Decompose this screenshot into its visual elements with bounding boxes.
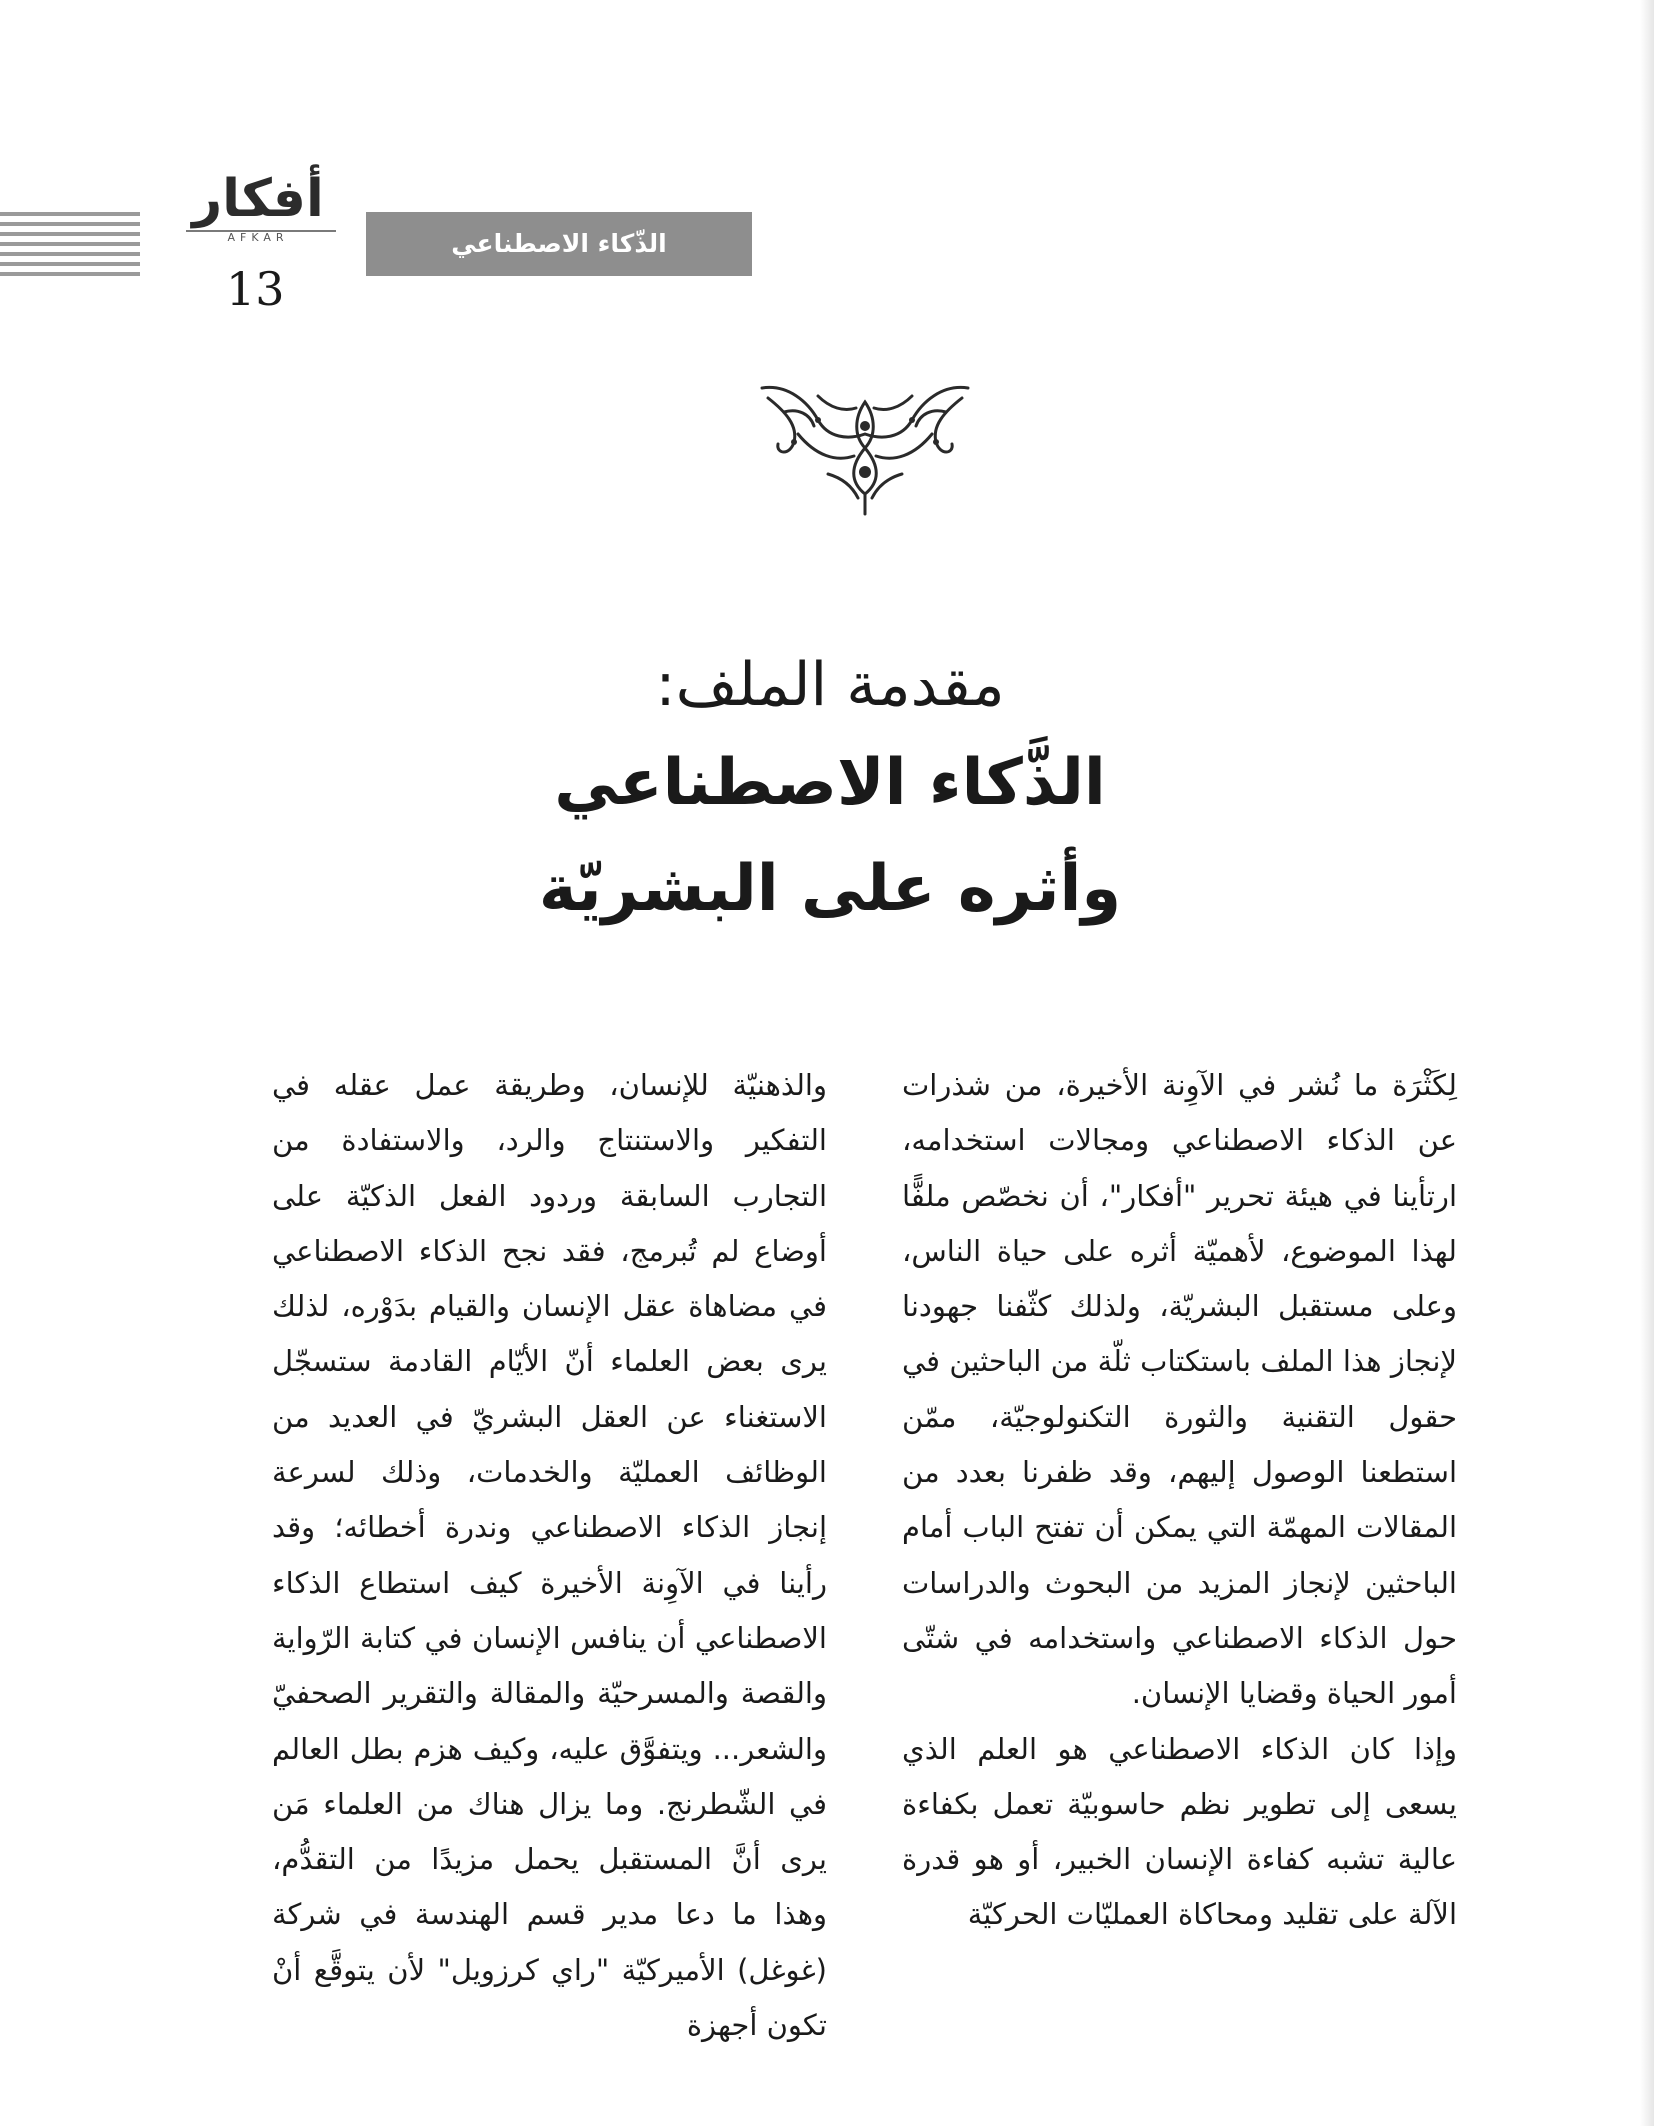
body-column-right xyxy=(902,1058,1457,1943)
paragraph: وإذا كان الذكاء الاصطناعي هو العلم الذي يسعى إلى تطوير نظم حاسوبيّة تعمل بكفاءة عالية تشبه كفاءة الإنسان الخبير، أو هو قدرة الآلة على تقليد ومحاكاة العمليّات الحركيّة xyxy=(902,1731,1457,1932)
paragraph: والذهنيّة للإنسان، وطريقة عمل عقله في التفكير والاستنتاج والرد، والاستفادة من التجارب السابقة وردود الفعل الذكيّة على أوضاع لم تُبرمج، فقد نجح الذكاء الاصطناعي في مضاهاة عقل الإنسان والقيام بدَوْره، لذلك يرى بعض العلماء أنّ الأيّام القادمة ستسجّل الاستغناء عن العقل البشريّ في العديد من الوظائف العمليّة والخدمات، وذلك لسرعة إنجاز الذكاء الاصطناعي وندرة أخطائه؛ وقد رأينا في الآوِنة الأخيرة كيف استطاع الذكاء الاصطناعي أن ينافس الإنسان في كتابة الرّواية والقصة والمسرحيّة والمقالة والتقرير الصحفيّ والشعر... ويتفوَّق عليه، وكيف هزم بطل العالم في الشّطرنج. وما يزال هناك من العلماء مَن يرى أنَّ المستقبل يحمل مزيدًا من التقدُّم، وهذا ما دعا مدير قسم الهندسة في شركة (غوغل) الأميركيّة "راي كرزويل" لأن يتوقَّع أنْ تكون أجهزة xyxy=(272,1068,827,2043)
title-prefix: مقدمة الملف: xyxy=(655,650,1005,720)
title-line-2: وأثره على البشريّة xyxy=(538,852,1122,926)
magazine-logo xyxy=(178,168,338,252)
arabesque-ornament-icon xyxy=(758,382,972,516)
title-line-1: الذَّكاء الاصطناعي xyxy=(554,746,1106,820)
page-number: 13 xyxy=(226,262,285,316)
paragraph: لِكَثْرَة ما نُشر في الآوِنة الأخيرة، من شذرات عن الذكاء الاصطناعي ومجالات استخدامه، ارتأينا في هيئة تحرير "أفكار"، أن نخصّص ملفًّا لهذا الموضوع، لأهميّة أثره على حياة الناس، وعلى مستقبل البشريّة، ولذلك كثّفنا جهودنا لإنجاز هذا الملف باستكتاب ثلّة من الباحثين في حقول التقنية والثورة التكنولوجيّة، ممّن استطعنا الوصول إليهم، وقد ظفرنا بعدد من المقالات المهمّة التي يمكن أن تفتح الباب أمام الباحثين لإنجاز المزيد من البحوث والدراسات حول الذكاء الاصطناعي واستخدامه في شتّى أمور الحياة وقضايا الإنسان. xyxy=(902,1068,1457,1711)
header-decorative-rules xyxy=(0,212,140,278)
page-edge-shadow xyxy=(1640,0,1654,2126)
logo-latin: AFKAR xyxy=(218,232,298,244)
article-title xyxy=(520,640,1140,942)
logo-arabic: أفكار xyxy=(192,169,324,229)
section-tab: الذّكاء الاصطناعي xyxy=(366,212,752,276)
body-column-left xyxy=(272,1058,827,2053)
